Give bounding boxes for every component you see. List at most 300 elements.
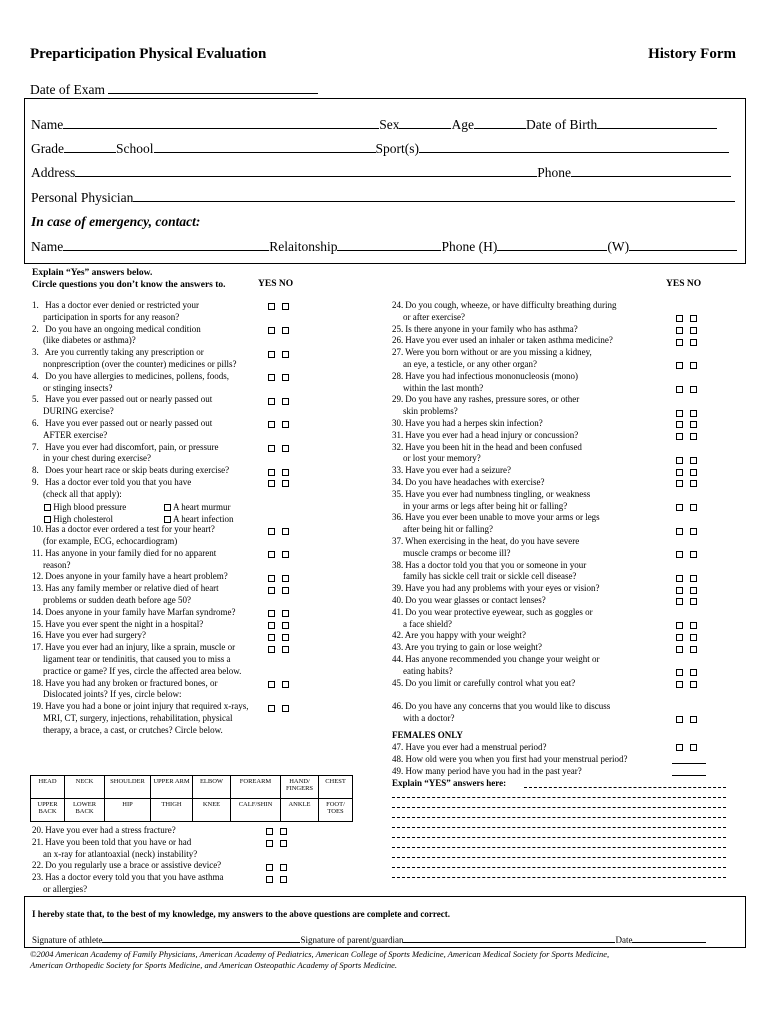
question-text-line: in your arms or legs after being hit or falling?	[403, 500, 568, 511]
no-checkbox[interactable]	[690, 421, 697, 428]
no-checkbox[interactable]	[282, 681, 289, 688]
yes-checkbox[interactable]	[676, 716, 683, 723]
signature-row[interactable]	[32, 934, 706, 945]
question-text-line: 22. Do you regularly use a brace or assistive device?	[32, 860, 222, 871]
yes-no-header-right: YES NO	[666, 279, 702, 289]
no-checkbox[interactable]	[282, 622, 289, 629]
body-part-elbow[interactable]: ELBOW	[193, 776, 231, 799]
right-question	[392, 335, 613, 347]
body-part-head[interactable]: HEAD	[31, 776, 65, 799]
no-checkbox[interactable]	[280, 828, 287, 835]
question-text-line: 34. Do you have headaches with exercise?	[392, 477, 545, 487]
question-text-line: an eye, a testicle, or any other organ?	[403, 358, 538, 369]
date-of-exam-field[interactable]	[30, 82, 318, 98]
no-checkbox[interactable]	[282, 398, 289, 405]
question-text-line: or lost your memory?	[403, 453, 481, 464]
yes-checkbox[interactable]	[676, 410, 683, 417]
body-part-knee[interactable]: KNEE	[193, 799, 231, 822]
question-49: 49. How many period have you had in the past year?	[392, 766, 582, 776]
yes-checkbox[interactable]	[676, 587, 683, 594]
question-number: 42.	[392, 630, 404, 641]
question-text-line: 1. Has a doctor ever denied or restricted your	[32, 300, 199, 310]
athlete-signature-label: Signature of athlete	[32, 935, 103, 945]
yes-checkbox[interactable]	[268, 551, 275, 558]
left-question	[32, 442, 218, 466]
yes-no-checkboxes	[676, 549, 704, 559]
yes-no-checkboxes	[676, 313, 704, 323]
body-part-ankle[interactable]: ANKLE	[281, 799, 319, 822]
no-checkbox[interactable]	[690, 681, 697, 688]
phone-work-label: (W)	[607, 239, 630, 254]
yes-no-checkboxes	[676, 525, 704, 535]
yes-checkbox[interactable]	[676, 528, 683, 535]
yes-checkbox[interactable]	[268, 681, 275, 688]
question-text-line: or after exercise?	[403, 311, 465, 322]
no-checkbox[interactable]	[690, 433, 697, 440]
no-checkbox[interactable]	[690, 480, 697, 487]
question-number: 26.	[392, 335, 404, 346]
option-checkbox[interactable]	[164, 504, 171, 511]
right-question	[392, 583, 599, 595]
left-question	[32, 465, 229, 477]
emergency-heading: In case of emergency, contact:	[31, 214, 201, 229]
parent-signature-label: Signature of parent/guardian	[300, 935, 404, 945]
body-part-shoulder[interactable]: SHOULDER	[105, 776, 151, 799]
yes-checkbox[interactable]	[266, 864, 273, 871]
question-number: 28.	[392, 370, 404, 381]
question-number: 11.	[32, 547, 43, 558]
option-label: A heart murmur	[173, 502, 231, 512]
body-part-upper-arm[interactable]: UPPER ARM	[151, 776, 193, 799]
body-part-calf-shin[interactable]: CALF/SHIN	[231, 799, 281, 822]
no-checkbox[interactable]	[282, 421, 289, 428]
left-question	[32, 642, 241, 677]
question-text-line: 12. Does anyone in your family have a heart problem?	[32, 571, 228, 582]
yes-checkbox[interactable]	[676, 622, 683, 629]
no-checkbox[interactable]	[280, 840, 287, 847]
no-checkbox[interactable]	[282, 445, 289, 452]
question-number: 44.	[392, 654, 404, 664]
option-checkbox[interactable]	[44, 516, 51, 523]
yes-checkbox[interactable]	[268, 587, 275, 594]
question-text-line: reason?	[43, 559, 71, 570]
question-text-line: 13. Has any family member or relative died of heart	[32, 583, 219, 594]
address-label: Address	[31, 165, 76, 180]
instructions-line-1: Explain “Yes” answers below.	[32, 268, 153, 278]
option-checkbox[interactable]	[44, 504, 51, 511]
name-row[interactable]	[31, 117, 717, 133]
question-number: 9.	[32, 477, 39, 487]
question-number: 43.	[392, 642, 404, 653]
question-number: 16.	[32, 630, 44, 641]
question-text-line: 7. Have you ever had discomfort, pain, or pressure	[32, 441, 219, 452]
question-text-line: 40. Do you wear glasses or contact lenses?	[392, 595, 546, 605]
body-part-hip[interactable]: HIP	[105, 799, 151, 822]
grade-row[interactable]	[31, 141, 729, 157]
no-checkbox[interactable]	[282, 327, 289, 334]
q47-no-checkbox[interactable]	[690, 744, 697, 751]
body-part-lower-back[interactable]: LOWER BACK	[65, 799, 105, 822]
yes-no-checkboxes	[676, 419, 704, 429]
yes-checkbox[interactable]	[268, 622, 275, 629]
no-checkbox[interactable]	[690, 362, 697, 369]
copyright-line-1: ©2004 American Academy of Family Physicians, American Academy of Pediatrics, American College of Sports Medicine, American Medical Society for Sports Medicine,	[30, 949, 610, 959]
question-text-line: 33. Have you ever had a seizure?	[392, 465, 511, 476]
yes-checkbox[interactable]	[676, 339, 683, 346]
yes-checkbox[interactable]	[266, 828, 273, 835]
question-text-line: 23. Has a doctor every told you that you have asthma	[32, 872, 224, 883]
right-question	[392, 512, 600, 536]
question-number: 6.	[32, 418, 39, 428]
left-question	[32, 860, 221, 872]
question-text-line: 9. Has a doctor ever told you that you have	[32, 477, 192, 487]
left-question	[32, 701, 248, 736]
yes-no-checkboxes	[676, 336, 704, 346]
right-question	[392, 371, 578, 395]
body-part-chest[interactable]: CHEST	[319, 776, 353, 799]
q9-option-row	[44, 514, 234, 526]
right-question	[392, 465, 511, 477]
left-question	[32, 324, 201, 348]
yes-checkbox[interactable]	[268, 575, 275, 582]
yes-checkbox[interactable]	[676, 551, 683, 558]
question-number: 7.	[32, 441, 39, 452]
yes-checkbox[interactable]	[676, 421, 683, 428]
body-part-thigh[interactable]: THIGH	[151, 799, 193, 822]
no-checkbox[interactable]	[282, 528, 289, 535]
question-text-line: AFTER exercise?	[43, 429, 108, 440]
right-question	[392, 701, 610, 725]
yes-checkbox[interactable]	[676, 386, 683, 393]
body-part-neck[interactable]: NECK	[65, 776, 105, 799]
phone-home-label: Phone (H)	[441, 239, 498, 254]
right-question	[392, 678, 575, 690]
question-number: 1.	[32, 300, 39, 310]
question-text-line: after being hit or falling?	[403, 524, 493, 535]
question-text-line: 17. Have you ever had an injury, like a sprain, muscle or	[32, 642, 236, 653]
yes-no-checkboxes	[268, 620, 296, 630]
right-question	[392, 630, 526, 642]
no-checkbox[interactable]	[282, 480, 289, 487]
no-checkbox[interactable]	[282, 646, 289, 653]
left-question	[32, 300, 199, 324]
question-text-line: muscle cramps or become ill?	[403, 547, 511, 558]
option-label: A heart infection	[173, 514, 234, 524]
school-label: School	[115, 141, 154, 156]
question-number: 4.	[32, 370, 39, 381]
question-number: 29.	[392, 394, 404, 405]
yes-no-checkboxes	[268, 702, 296, 712]
yes-no-checkboxes	[676, 384, 704, 394]
no-checkbox[interactable]	[282, 551, 289, 558]
option-label: High cholesterol	[53, 514, 113, 524]
left-question	[32, 418, 212, 442]
grade-label: Grade	[31, 141, 64, 156]
left-question	[32, 607, 235, 619]
question-number: 33.	[392, 465, 404, 476]
yes-no-checkboxes	[676, 431, 704, 441]
yes-checkbox[interactable]	[268, 646, 275, 653]
no-checkbox[interactable]	[282, 575, 289, 582]
yes-no-checkboxes	[676, 360, 704, 370]
yes-checkbox[interactable]	[676, 469, 683, 476]
left-question	[32, 548, 216, 572]
no-checkbox[interactable]	[690, 315, 697, 322]
question-number: 3.	[32, 347, 39, 358]
question-text-line: with a doctor?	[403, 712, 455, 723]
yes-checkbox[interactable]	[268, 528, 275, 535]
no-checkbox[interactable]	[282, 587, 289, 594]
no-checkbox[interactable]	[690, 551, 697, 558]
yes-no-checkboxes	[266, 826, 294, 836]
yes-no-checkboxes	[268, 643, 296, 653]
no-checkbox[interactable]	[690, 528, 697, 535]
no-checkbox[interactable]	[690, 457, 697, 464]
left-question	[32, 619, 203, 631]
question-text-line: 37. When exercising in the heat, do you have severe	[392, 536, 580, 546]
yes-checkbox[interactable]	[268, 445, 275, 452]
question-number: 40.	[392, 595, 404, 605]
question-number: 24.	[392, 300, 404, 310]
yes-no-checkboxes	[676, 478, 704, 488]
body-parts-table	[30, 775, 353, 822]
q9-option-row	[44, 502, 231, 514]
yes-checkbox[interactable]	[268, 303, 275, 310]
question-text-line: (for example, ECG, echocardiogram)	[43, 535, 178, 546]
question-number: 14.	[32, 606, 44, 617]
no-checkbox[interactable]	[690, 669, 697, 676]
question-text-line: 30. Have you had a herpes skin infection?	[392, 418, 543, 428]
question-number: 20.	[32, 825, 44, 835]
no-checkbox[interactable]	[690, 575, 697, 582]
right-question	[392, 324, 578, 336]
yes-checkbox[interactable]	[676, 480, 683, 487]
body-part-upper-back[interactable]: UPPER BACK	[31, 799, 65, 822]
question-text-line: 11. Has anyone in your family died for no apparent	[32, 547, 217, 558]
yes-checkbox[interactable]	[676, 669, 683, 676]
left-question	[32, 394, 212, 418]
question-number: 35.	[392, 488, 404, 499]
question-text-line: 26. Have you ever used an inhaler or taken asthma medicine?	[392, 335, 613, 346]
signature-box	[24, 896, 746, 948]
no-checkbox[interactable]	[690, 587, 697, 594]
right-question	[392, 442, 582, 466]
question-number: 12.	[32, 571, 44, 582]
explain-yes-label: Explain “YES” answers here:	[392, 778, 507, 788]
form-type: History Form	[648, 46, 736, 62]
yes-checkbox[interactable]	[268, 705, 275, 712]
no-checkbox[interactable]	[690, 386, 697, 393]
q48-answer-line[interactable]	[672, 763, 706, 764]
physician-row[interactable]	[31, 190, 735, 206]
question-text-line: 46. Do you have any concerns that you would like to discuss	[392, 701, 611, 712]
yes-checkbox[interactable]	[268, 634, 275, 641]
yes-checkbox[interactable]	[268, 351, 275, 358]
yes-no-checkboxes	[268, 301, 296, 311]
option-checkbox[interactable]	[164, 516, 171, 523]
yes-checkbox[interactable]	[266, 840, 273, 847]
question-text-line: 8. Does your heart race or skip beats during exercise?	[32, 465, 230, 476]
question-text-line: problems or sudden death before age 50?	[43, 594, 191, 605]
no-checkbox[interactable]	[690, 339, 697, 346]
question-text-line: 16. Have you ever had surgery?	[32, 630, 147, 641]
question-number: 17.	[32, 642, 44, 653]
question-text-line: 39. Have you had any problems with your eyes or vision?	[392, 583, 600, 594]
no-checkbox[interactable]	[282, 303, 289, 310]
yes-checkbox[interactable]	[676, 315, 683, 322]
date-of-exam-label: Date of Exam	[30, 82, 105, 97]
yes-checkbox[interactable]	[676, 362, 683, 369]
question-text-line: 24. Do you cough, wheeze, or have difficulty breathing during	[392, 300, 617, 310]
no-checkbox[interactable]	[282, 705, 289, 712]
emergency-contact-row[interactable]	[31, 239, 737, 255]
question-number: 15.	[32, 618, 44, 629]
no-checkbox[interactable]	[690, 622, 697, 629]
yes-no-checkboxes	[266, 861, 294, 871]
physician-label: Personal Physician	[31, 190, 134, 205]
q47-yes-checkbox[interactable]	[676, 744, 683, 751]
left-question	[32, 571, 228, 583]
right-question	[392, 477, 544, 489]
no-checkbox[interactable]	[282, 374, 289, 381]
yes-no-checkboxes	[676, 620, 704, 630]
dob-label: Date of Birth	[525, 117, 598, 132]
question-text-line: 31. Have you ever had a head injury or concussion?	[392, 429, 579, 440]
left-question	[32, 630, 146, 642]
question-number: 38.	[392, 559, 404, 570]
question-number: 2.	[32, 323, 39, 334]
yes-checkbox[interactable]	[676, 634, 683, 641]
yes-no-checkboxes	[266, 873, 294, 883]
yes-checkbox[interactable]	[268, 327, 275, 334]
question-text-line: 19. Have you had a bone or joint injury that required x-rays,	[32, 701, 249, 712]
females-heading: FEMALES ONLY	[392, 730, 463, 740]
left-question	[32, 371, 229, 395]
question-47: 47. Have you ever had a menstrual period?	[392, 742, 547, 752]
no-checkbox[interactable]	[280, 864, 287, 871]
left-question	[32, 678, 217, 702]
yes-no-checkboxes	[676, 572, 704, 582]
no-checkbox[interactable]	[282, 634, 289, 641]
question-text-line: DURING exercise?	[43, 406, 114, 417]
copyright	[30, 949, 609, 971]
instructions-line-2: Circle questions you don’t know the answers to.	[32, 280, 226, 290]
body-part-hand-fingers[interactable]: HAND/ FINGERS	[281, 776, 319, 799]
yes-checkbox[interactable]	[676, 327, 683, 334]
yes-checkbox[interactable]	[676, 646, 683, 653]
question-number: 18.	[32, 677, 44, 688]
yes-no-checkboxes	[268, 372, 296, 382]
question-text-line: ligament tear or tendinitis, that caused you to miss a	[43, 653, 231, 664]
question-text-line: (check all that apply):	[43, 488, 122, 499]
question-text-line: 4. Do you have allergies to medicines, pollens, foods,	[32, 370, 230, 381]
question-text-line: 28. Have you had infectious mononucleosis (mono)	[392, 370, 578, 381]
question-number: 45.	[392, 677, 404, 688]
question-number: 23.	[32, 872, 44, 883]
question-text-line: 18. Have you had any broken or fractured bones, or	[32, 677, 218, 688]
left-question	[32, 872, 223, 896]
right-question	[392, 347, 592, 371]
yes-checkbox[interactable]	[676, 457, 683, 464]
yes-no-checkboxes	[266, 838, 294, 848]
yes-checkbox[interactable]	[676, 598, 683, 605]
question-text-line: 44. Has anyone recommended you change your weight or	[392, 654, 600, 664]
explain-yes-lines[interactable]	[392, 788, 726, 878]
question-text-line: 45. Do you limit or carefully control what you eat?	[392, 677, 576, 688]
question-number: 13.	[32, 583, 44, 594]
no-checkbox[interactable]	[282, 351, 289, 358]
no-checkbox[interactable]	[690, 327, 697, 334]
question-number: 22.	[32, 860, 44, 871]
yes-no-checkboxes	[268, 679, 296, 689]
question-text-line: 5. Have you ever passed out or nearly passed out	[32, 394, 213, 405]
question-number: 36.	[392, 512, 404, 523]
yes-no-checkboxes	[268, 325, 296, 335]
q49-answer-line[interactable]	[672, 775, 706, 776]
yes-checkbox[interactable]	[268, 421, 275, 428]
yes-checkbox[interactable]	[676, 433, 683, 440]
no-checkbox[interactable]	[690, 598, 697, 605]
yes-checkbox[interactable]	[676, 504, 683, 511]
question-text-line: eating habits?	[403, 665, 453, 676]
question-text-line: 41. Do you wear protective eyewear, such as goggles or	[392, 606, 593, 617]
yes-checkbox[interactable]	[268, 398, 275, 405]
no-checkbox[interactable]	[282, 469, 289, 476]
question-text-line: skin problems?	[403, 406, 458, 417]
no-checkbox[interactable]	[690, 646, 697, 653]
yes-checkbox[interactable]	[268, 374, 275, 381]
no-checkbox[interactable]	[690, 634, 697, 641]
body-part-foot-toes[interactable]: FOOT/ TOES	[319, 799, 353, 822]
option-label: High blood pressure	[53, 502, 127, 512]
yes-no-checkboxes	[676, 407, 704, 417]
yes-no-checkboxes	[268, 443, 296, 453]
question-text-line: or stinging insects?	[43, 382, 113, 393]
no-checkbox[interactable]	[690, 410, 697, 417]
question-number: 31.	[392, 429, 404, 440]
question-text-line: MRI, CT, surgery, injections, rehabilitation, physical	[43, 712, 233, 723]
yes-no-checkboxes	[268, 525, 296, 535]
no-checkbox[interactable]	[282, 610, 289, 617]
question-text-line: 29. Do you have any rashes, pressure sores, or other	[392, 394, 580, 405]
yes-checkbox[interactable]	[268, 610, 275, 617]
yes-no-checkboxes	[676, 679, 704, 689]
yes-no-checkboxes	[676, 325, 704, 335]
question-text-line: 27. Were you born without or are you missing a kidney,	[392, 347, 592, 358]
body-part-forearm[interactable]: FOREARM	[231, 776, 281, 799]
yes-checkbox[interactable]	[268, 469, 275, 476]
no-checkbox[interactable]	[280, 876, 287, 883]
question-text-line: 21. Have you been told that you have or had	[32, 836, 192, 847]
question-number: 25.	[392, 323, 404, 334]
yes-checkbox[interactable]	[266, 876, 273, 883]
instructions	[32, 267, 226, 291]
yes-no-checkboxes	[268, 572, 296, 582]
question-number: 32.	[392, 441, 404, 452]
no-checkbox[interactable]	[690, 716, 697, 723]
question-number: 46.	[392, 701, 404, 712]
address-row[interactable]	[31, 165, 731, 181]
yes-checkbox[interactable]	[676, 575, 683, 582]
yes-no-checkboxes	[676, 643, 704, 653]
yes-checkbox[interactable]	[268, 480, 275, 487]
right-question	[392, 654, 599, 678]
right-question	[392, 489, 590, 513]
question-text-line: an x-ray for atlantoaxial (neck) instability?	[43, 848, 198, 859]
no-checkbox[interactable]	[690, 469, 697, 476]
no-checkbox[interactable]	[690, 504, 697, 511]
yes-checkbox[interactable]	[676, 681, 683, 688]
